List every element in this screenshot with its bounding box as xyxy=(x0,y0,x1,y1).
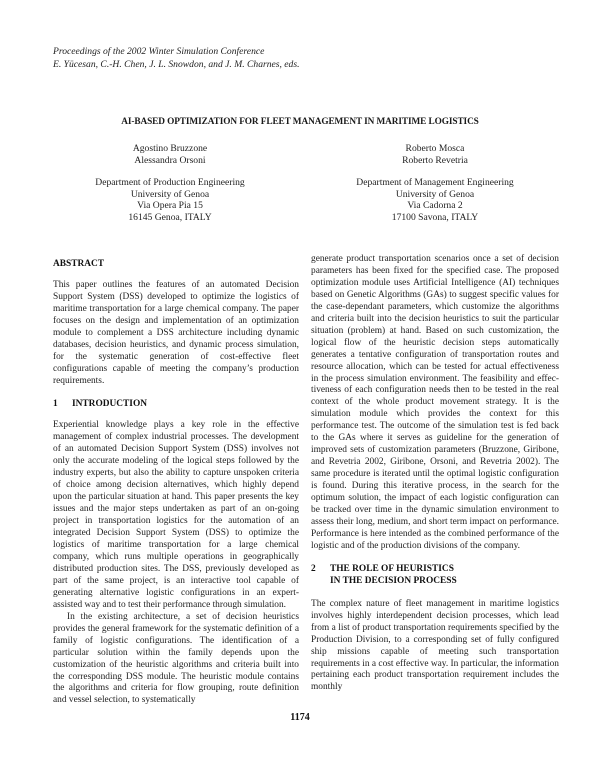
paper-title: AI-BASED OPTIMIZATION FOR FLEET MANAGEMENT IN MARITIME LOGISTICS xyxy=(121,117,479,127)
section-heading-heuristics xyxy=(311,564,559,588)
section-number: 2 xyxy=(311,563,316,574)
section-title: INTRODUCTION xyxy=(72,398,148,409)
proceedings-editors: E. Yücesan, C.-H. Chen, J. L. Snowdon, and J. M. Charnes, eds. xyxy=(53,58,300,70)
paragraph: The complex nature of fleet management in maritime logistics involves highly interdependent decision processes, which lead from a list of product transportation requirements specified by the Production Division, to a corresponding set of fully configured ship missions capable of meeting such transportation requirements in a cost effective way. In particular, the information pertaining each product transportation requirement includes the monthly xyxy=(311,598,559,693)
author-name: Roberto Mosca xyxy=(405,143,465,154)
right-column xyxy=(311,254,559,694)
affiliation-department: Department of Management Engineering xyxy=(356,177,514,189)
paragraph: generate product transportation scenarios once a set of decision parameters has been fixed for the specified case. The proposed optimization module uses Artificial Intelligence (AI) techniques based on Genetic Algorithms (GAs) to suggest specific values for the case-dependant parameters, which customize the algorithms and criteria built into the decision heuristics to suit the particular situation (problem) at hand. Based on such customization, the logical flow of the heuristic decision steps automatically generates a tentative configuration of transportation routes and resource allocation, which can be tested for actual effectiveness in the process simulation environment. The feasibility and effectiveness of each configuration needs then to be tested in the real context of the whole product movement strategy. It is the simulation module which provides the context for this performance test. The outcome of the simulation test is fed back to the GAs where it serves as guideline for the generation of improved sets of customization parameters (Bruzzone, Giribone, and Revetria 2002, Giribone, Orsoni, and Revetria 2002). The same procedure is iterated until the optimal logistic configuration is found. During this iterative process, in the search for the optimum solution, the impact of each logistic configuration can be tracked over time in the dynamic simulation environment to assess their long, medium, and short term impact on performance. Performance is here intended as the combined performance of the logistic and of the production divisions of the company. xyxy=(311,254,559,551)
page-number: 1174 xyxy=(290,712,310,723)
affiliation-city: 16145 Genoa, ITALY xyxy=(128,211,212,223)
section-title: THE ROLE OF HEURISTICS IN THE DECISION PROCESS xyxy=(330,563,457,586)
proceedings-title: Proceedings of the 2002 Winter Simulation Conference xyxy=(53,46,265,57)
affiliation-city: 17100 Savona, ITALY xyxy=(391,211,479,223)
author-name: Agostino Bruzzone xyxy=(132,143,208,154)
abstract-text: This paper outlines the features of an automated Decision Support System (DSS) developed to optimize the logistics of maritime transportation for a large chemical company. The paper focuses on the design and implementation of an optimization module to complement a DSS architecture including dynamic databases, decision heuristics, and dynamic process simulation, for the systematic generation of cost-effective fleet configurations capable of meeting the company’s production requirements. xyxy=(53,279,299,386)
paragraph: In the existing architecture, a set of decision heuristics provides the general framework for the systematic definition of a family of logistic configurations. The identification of a particular solution within the family depends upon the customization of the heuristic algorithms and criteria built into the corresponding DSS module. The heuristic module contains the algorithms and criteria for flow grouping, route definition and vessel selection, to systematically xyxy=(53,611,299,706)
section-number: 1 xyxy=(53,398,58,409)
paragraph: Experiential knowledge plays a key role in the effective management of complex industrial processes. The development of an automated Decision Support System (DSS) involves not only the accurate modeling of the logical steps followed by the industry experts, but also the ability to capture unspoken criteria of choice among decision alternatives, which highly depend upon the particular situation at hand. This paper presents the key issues and the major steps undertaken as part of an on-going project in transportation logistics for the automation of an integrated Decision Support System (DSS) to optimize the logistics of maritime transportation for a large chemical company, which runs multiple operations in geographically distributed production sites. The DSS, previously developed as part of the same project, is an interactive tool capable of generating alternative logistic configurations in an expert-assisted way and to test their performance through simulation. xyxy=(53,420,299,610)
affiliation-street: Via Opera Pia 15 xyxy=(137,200,203,212)
affiliation-street: Via Cadorna 2 xyxy=(407,200,463,212)
affiliation-university: University of Genoa xyxy=(395,188,475,200)
affiliation-department: Department of Production Engineering xyxy=(95,177,245,189)
proceedings-header xyxy=(53,46,300,71)
author-name: Roberto Revetria xyxy=(402,154,468,166)
author-block-right xyxy=(305,143,565,224)
affiliation-university: University of Genoa xyxy=(130,188,210,200)
author-name: Alessandra Orsoni xyxy=(134,154,206,166)
abstract-heading: ABSTRACT xyxy=(53,259,105,269)
author-block-left xyxy=(40,143,300,224)
left-column xyxy=(53,255,299,707)
section-heading-introduction xyxy=(53,399,299,411)
